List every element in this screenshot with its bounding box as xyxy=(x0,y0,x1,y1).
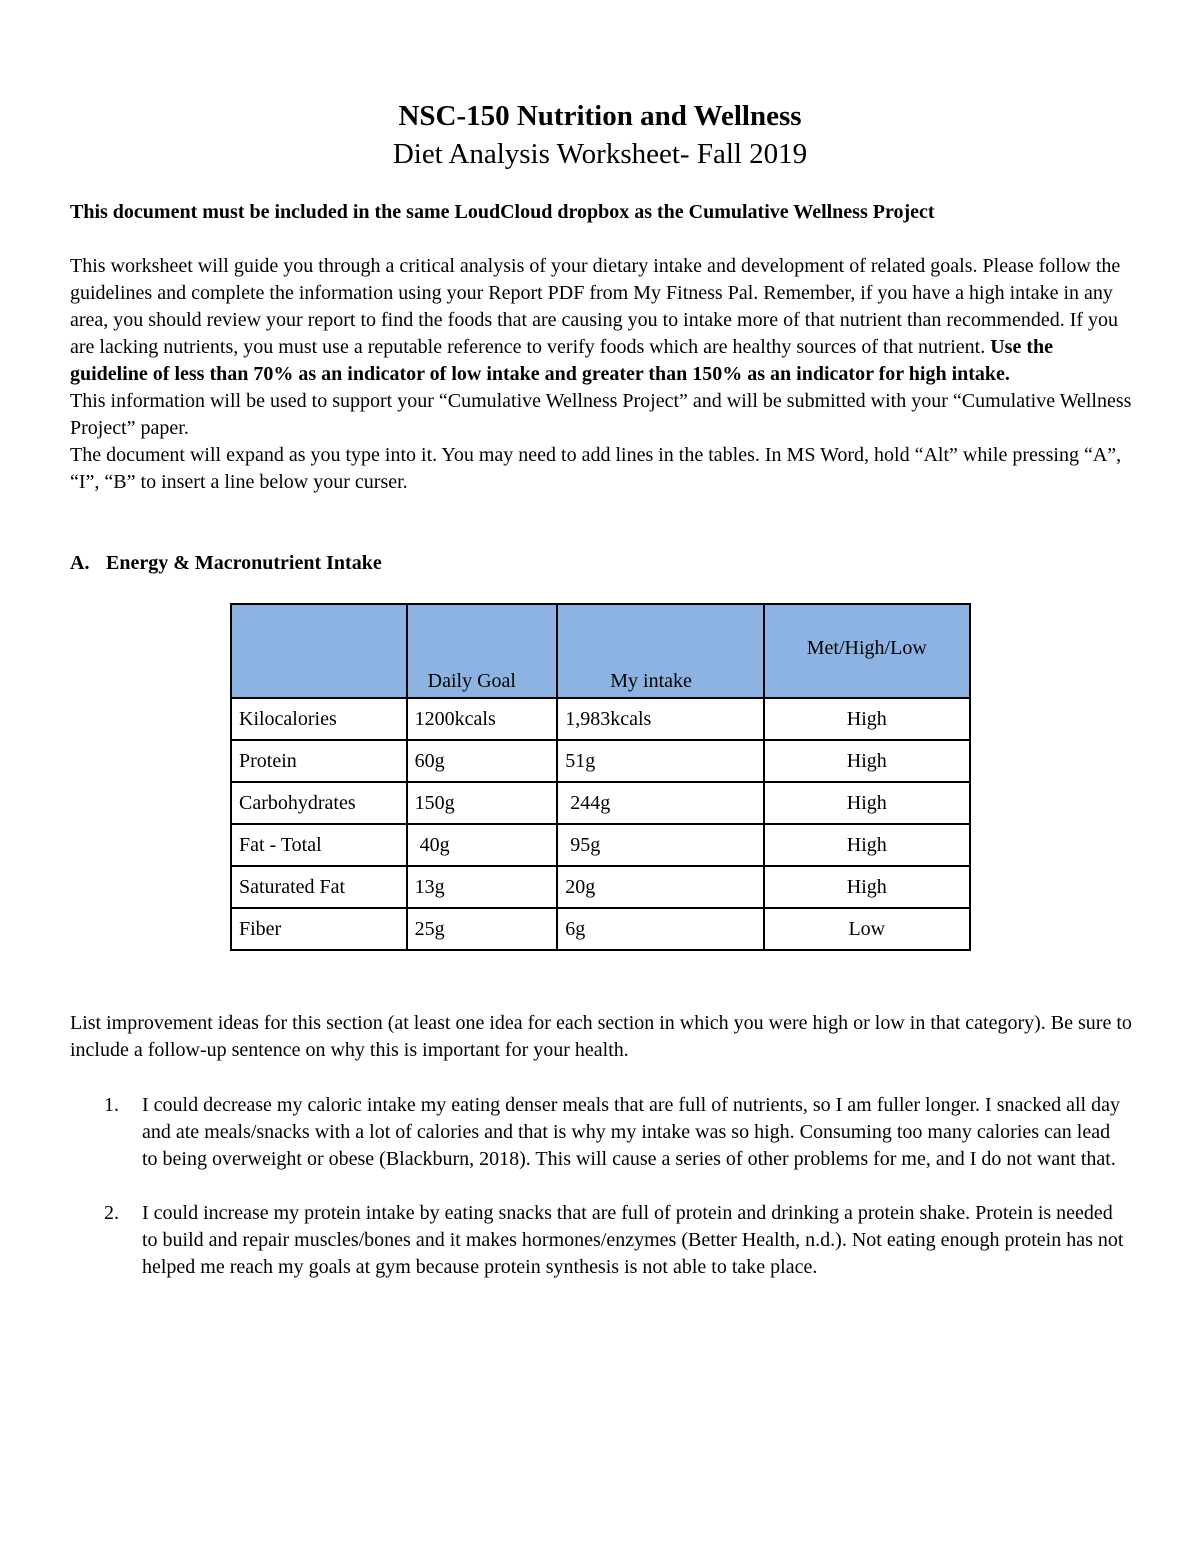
header-my-intake: My intake xyxy=(557,604,763,698)
intro-paragraph-2: This information will be used to support your “Cumulative Wellness Project” and will be submitted with your “Cumulative Wellness Project” paper. xyxy=(70,390,1132,439)
list-item-number: 2. xyxy=(104,1202,119,1224)
document-subtitle: Diet Analysis Worksheet- Fall 2019 xyxy=(392,138,808,170)
my-intake-cell: 1,983kcals xyxy=(557,698,763,740)
improvement-prompt: List improvement ideas for this section (at least one idea for each section in which you were high or low in that category). Be sure to include a follow-up sentence on why this is important for your health. xyxy=(70,1012,1132,1061)
section-a-title: Energy & Macronutrient Intake xyxy=(106,552,382,574)
intro-paragraph-1 xyxy=(70,253,1135,388)
list-item-number: 1. xyxy=(104,1094,119,1116)
header-daily-goal: Daily Goal xyxy=(407,604,558,698)
status-cell: Low xyxy=(764,908,970,950)
my-intake-cell: 6g xyxy=(557,908,763,950)
nutrient-cell: Carbohydrates xyxy=(231,782,407,824)
status-cell: High xyxy=(764,698,970,740)
my-intake-cell: 20g xyxy=(557,866,763,908)
intro-text xyxy=(70,253,1135,496)
nutrient-cell: Saturated Fat xyxy=(231,866,407,908)
daily-goal-cell: 150g xyxy=(407,782,558,824)
status-cell: High xyxy=(764,740,970,782)
table-row xyxy=(231,740,970,782)
macronutrient-table xyxy=(230,603,971,951)
table-row xyxy=(231,698,970,740)
section-a-heading xyxy=(70,550,382,577)
list-item-text: I could increase my protein intake by eating snacks that are full of protein and drinking a protein shake. Protein is needed to build and repair muscles/bones and it makes hormones/enzymes (Better Health, n.d.). Not eating enough protein has not helped me reach my goals at gym because protein synthesis is not able to take place. xyxy=(142,1202,1124,1278)
my-intake-cell: 51g xyxy=(557,740,763,782)
status-cell: High xyxy=(764,866,970,908)
list-item xyxy=(70,1200,1130,1281)
daily-goal-cell: 1200kcals xyxy=(407,698,558,740)
daily-goal-cell: 40g xyxy=(407,824,558,866)
list-item xyxy=(70,1092,1130,1173)
document-title: NSC-150 Nutrition and Wellness xyxy=(398,100,802,132)
dropbox-notice: This document must be included in the same LoudCloud dropbox as the Cumulative Wellness Project xyxy=(70,201,935,223)
status-cell: High xyxy=(764,782,970,824)
intro-guidance: This worksheet will guide you through a critical analysis of your dietary intake and development of related goals. Please follow the guidelines and complete the information using your Report PDF from My Fitness Pal. Remember, if you have a high intake in any area, you should review your report to find the foods that are causing you to intake more of that nutrient than recommended. If you are lacking nutrients, you must use a reputable reference to verify foods which are healthy sources of that nutrient. xyxy=(70,255,1121,358)
table-row xyxy=(231,866,970,908)
status-cell: High xyxy=(764,824,970,866)
header-status: Met/High/Low xyxy=(764,604,970,698)
nutrient-cell: Fat - Total xyxy=(231,824,407,866)
nutrient-cell: Kilocalories xyxy=(231,698,407,740)
daily-goal-cell: 13g xyxy=(407,866,558,908)
my-intake-cell: 244g xyxy=(557,782,763,824)
nutrient-cell: Protein xyxy=(231,740,407,782)
intro-paragraph-3: The document will expand as you type into it. You may need to add lines in the tables. In MS Word, hold “Alt” while pressing “A”, “I”, “B” to insert a line below your curser. xyxy=(70,444,1122,493)
daily-goal-cell: 60g xyxy=(407,740,558,782)
intake-guideline: Use the guideline of less than 70% as an indicator of low intake and greater than 150% as an indicator for high intake. xyxy=(70,336,1053,385)
nutrient-cell: Fiber xyxy=(231,908,407,950)
my-intake-cell: 95g xyxy=(557,824,763,866)
daily-goal-cell: 25g xyxy=(407,908,558,950)
table-row xyxy=(231,908,970,950)
section-a-letter: A. xyxy=(70,552,90,574)
list-item-text: I could decrease my caloric intake my eating denser meals that are full of nutrients, so I am fuller longer. I snacked all day and ate meals/snacks with a lot of calories and that is why my intake was so high. Consuming too many calories can lead to being overweight or obese (Blackburn, 2018). This will cause a series of other problems for me, and I do not want that. xyxy=(142,1094,1120,1170)
table-row xyxy=(231,782,970,824)
table-header-row xyxy=(231,604,970,698)
improvement-ideas-list xyxy=(70,1092,1130,1308)
table-body xyxy=(231,698,970,950)
header-nutrient xyxy=(231,604,407,698)
table-row xyxy=(231,824,970,866)
